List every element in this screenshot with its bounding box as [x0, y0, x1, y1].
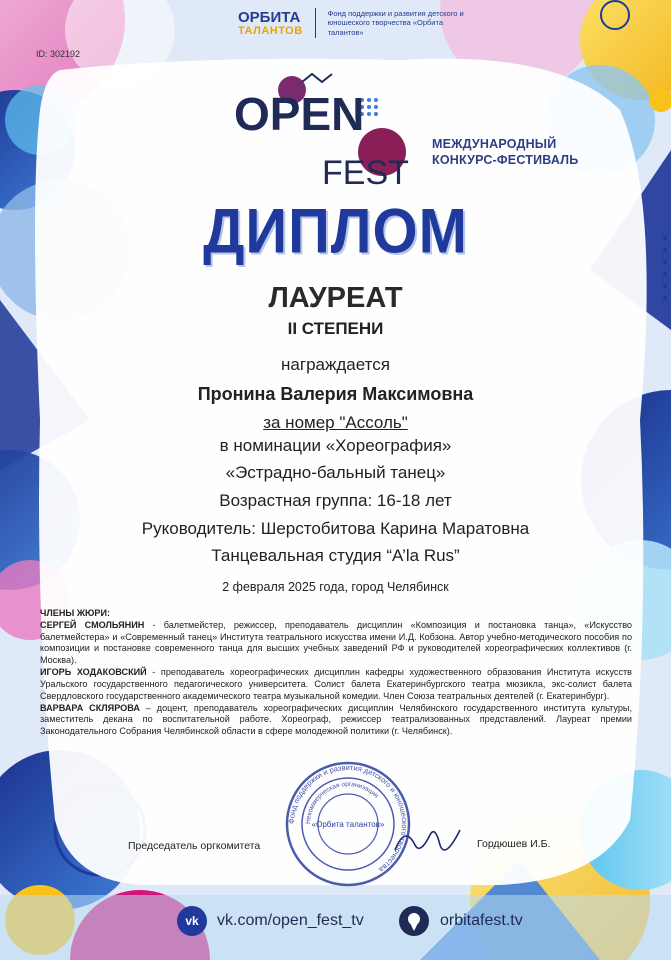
recipient-name: Пронина Валерия Максимовна	[197, 384, 474, 404]
jury-member-name: ИГОРЬ ХОДАКОВСКИЙ	[40, 667, 147, 678]
orbita-logo-subtext: ТАЛАНТОВ	[238, 24, 303, 37]
orbita-logo	[238, 10, 303, 37]
jury-member-bio: - преподаватель хореографических дисциплин кафедры художественного образования Института искусств Уральского государственного педагогического университета. Солист балета Екатеринбургского театра мюзикла, экс-солист балета Свердловского государственного академического театра музыкальной комедии. Член Союза театральных деятелей (г. Екатеринбург).	[40, 667, 632, 701]
chair-label: Председатель оргкомитета	[128, 840, 261, 852]
vk-icon: vk	[177, 906, 207, 936]
organizer-description: Фонд поддержки и развития детского и юношеского творчества «Орбита талантов»	[327, 8, 464, 37]
open-fest-logo-graphic	[232, 72, 412, 192]
jury-member-bio: - балетмейстер, режиссер, преподаватель дисциплин «Композиция и постановка танца», «Искусство балетмейстера» и «Современный танец» Института театрального искусства имени И.Д. Кобзона. Автор учебно-методического пособия по композиции и постановке современного танца для высших учебных заведений РФ и руководителей хореографических коллективов (г. Москва).	[40, 619, 632, 666]
document-id: ID: 302192	[36, 49, 81, 59]
jury-member-bio: – доцент, преподаватель хореографических дисциплин Челябинского государственного института культуры, заместитель декана по воспитательной работе. Хореограф, режиссер театрализованных представлений. Лауреат премии Законодательного Собрания Челябинской области в сфере молодежной политики (г. Челябинск).	[40, 702, 632, 737]
open-fest-logo-open: OPEN	[234, 88, 365, 140]
open-fest-logo	[232, 72, 412, 192]
performance-title: за номер "Ассоль"	[263, 413, 408, 432]
organizer-logo	[238, 8, 478, 38]
handwritten-signature	[390, 815, 470, 865]
stamp-inner-text: Некоммерческая организация	[304, 780, 380, 825]
jury-member-name: СЕРГЕЙ СМОЛЬЯНИН	[40, 619, 145, 630]
web-icon	[399, 906, 429, 936]
festival-label-line1: МЕЖДУНАРОДНЫЙ	[432, 137, 557, 151]
festival-label-line2: КОНКУРС-ФЕСТИВАЛЬ	[432, 152, 579, 167]
stamp-center-text: «Орбита талантов»	[311, 820, 385, 829]
jury-member	[40, 703, 632, 738]
chair-name: Гордюшев И.Б.	[477, 838, 551, 850]
logo-divider	[315, 8, 316, 38]
leader: Руководитель: Шерстобитова Карина Маратовна	[141, 519, 530, 538]
jury-member	[40, 620, 632, 667]
rank-title: ЛАУРЕАТ	[268, 282, 403, 314]
website-link[interactable]: orbitafest.tv	[440, 912, 523, 929]
age-group: Возрастная группа: 16-18 лет	[219, 491, 452, 510]
date-place: 2 февраля 2025 года, город Челябинск	[222, 580, 449, 594]
jury-title: ЧЛЕНЫ ЖЮРИ:	[40, 608, 111, 618]
diploma-title: ДИПЛОМ	[203, 196, 468, 267]
jury-member	[40, 667, 632, 702]
festival-label	[432, 137, 578, 168]
awarded-text: награждается	[281, 355, 390, 374]
degree: II СТЕПЕНИ	[287, 319, 384, 338]
jury-section	[40, 608, 632, 738]
studio: Танцевальная студия “A’la Rus”	[211, 546, 460, 565]
vk-link[interactable]: vk.com/open_fest_tv	[217, 912, 364, 929]
jury-member-name: ВАРВАРА СКЛЯРОВА	[40, 702, 140, 713]
orbita-logo-text: ОРБИТА	[238, 8, 301, 26]
open-fest-logo-fest: FEST	[322, 154, 409, 192]
stamp-outer-text: Фонд поддержки и развития детского и юношеского творчества	[286, 762, 410, 875]
nomination: в номинации «Хореография»	[219, 436, 452, 455]
web-icon-graphic	[399, 906, 429, 936]
subnomination: «Эстрадно-бальный танец»	[225, 463, 446, 482]
